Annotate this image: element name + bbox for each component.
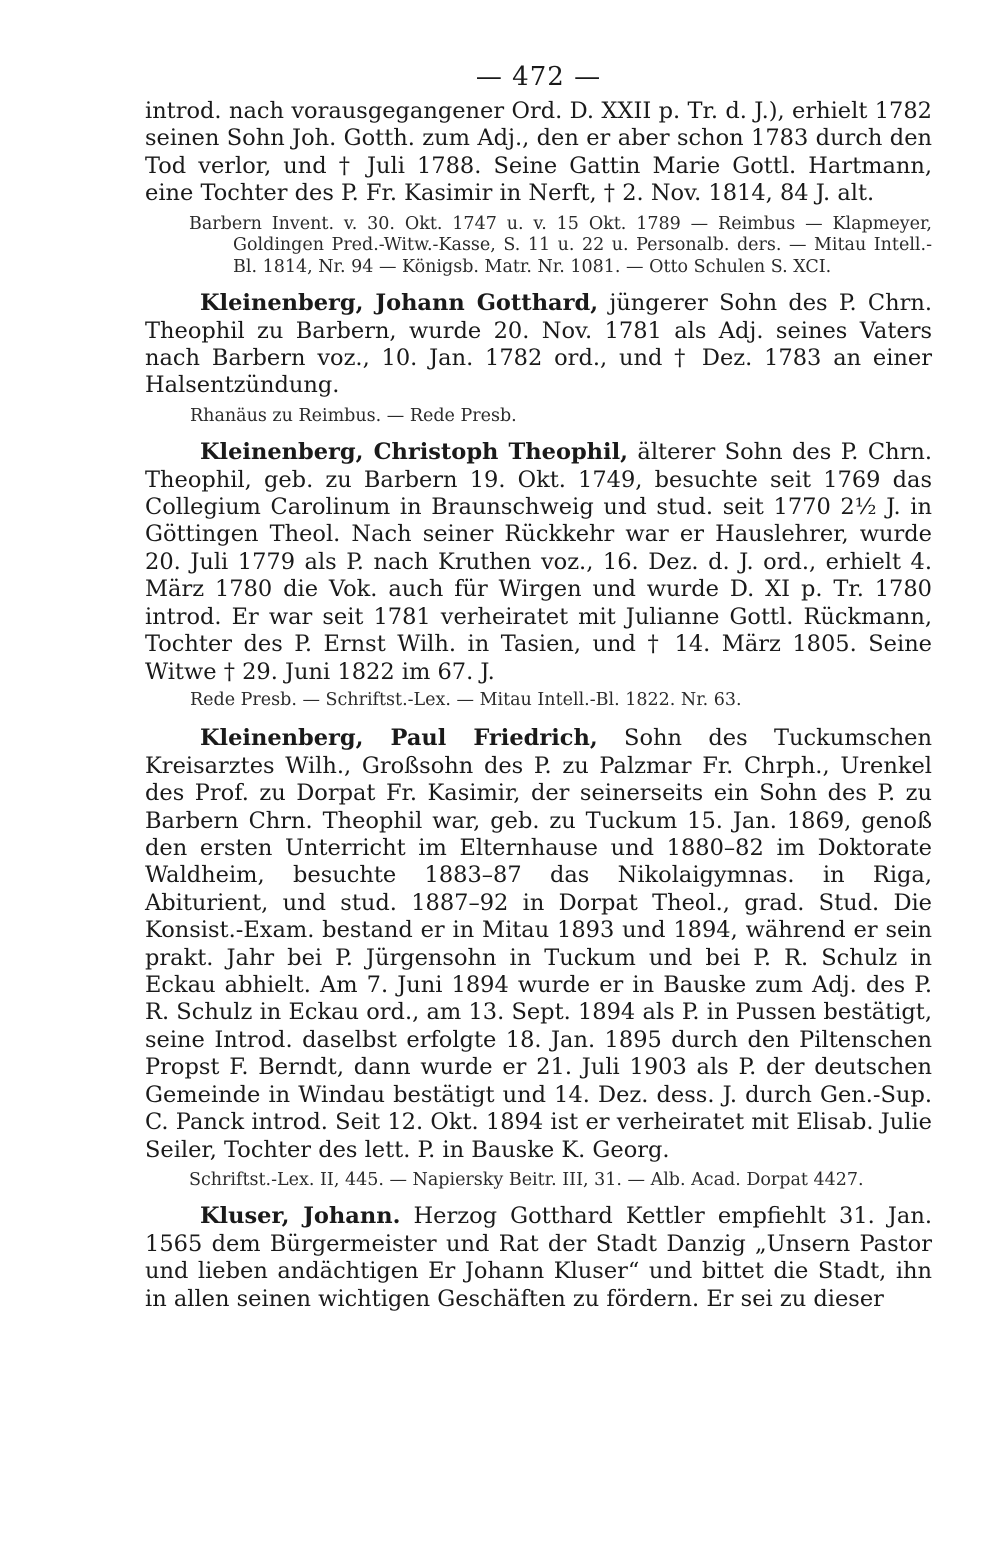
- entry-body: [145, 725, 932, 1164]
- entry-body: [145, 290, 932, 400]
- continued-entry-references: Barbern Invent. v. 30. Okt. 1747 u. v. 15 Okt. 1789 — Reimbus — Klapmeyer, Goldingen Pred.-Witw.-Kasse, S. 11 u. 22 u. Personalb. ders. — Mitau Intell.-Bl. 1814, Nr. 94 — Königsb. Matr. Nr. 1081. — Otto Schulen S. XCI.: [189, 213, 932, 277]
- page-number: — 472 —: [475, 62, 602, 92]
- entry-references: Rhanäus zu Reimbus. — Rede Presb.: [190, 405, 517, 426]
- entry-name: Kluser, Johann.: [200, 1203, 401, 1230]
- entry-name: Kleinenberg, Christoph Theophil,: [200, 439, 628, 466]
- entry-christoph-theophil: [145, 439, 932, 711]
- entry-text: Sohn des Tuckumschen Kreisarztes Wilh., Großsohn des P. zu Palzmar Fr. Chrph., Urenkel des Prof. zu Dorpat Fr. Kasimir, der seinerseits ein Sohn des P. zu Barbern Chrn. Theophil war, geb. zu Tuckum 15. Jan. 1869, genoß den ersten Unterricht im Elternhause und 1880–82 im Doktorate Waldheim, besuchte 1883–87 das Nikolaigymnas. in Riga, Abiturient, und stud. 1887–92 in Dorpat Theol., grad. Stud. Die Konsist.-Exam. bestand er in Mitau 1893 und 1894, während er sein prakt. Jahr bei P. Jürgensohn in Tuckum und bei P. R. Schulz in Eckau abhielt. Am 7. Juni 1894 wurde er in Bauske zum Adj. des P. R. Schulz in Eckau ord., am 13. Sept. 1894 als P. in Pussen bestätigt, seine Introd. daselbst erfolgte 18. Jan. 1895 durch den Piltenschen Propst F. Berndt, dann wurde er 21. Juli 1903 als P. der deutschen Gemeinde in Windau bestätigt und 14. Dez. dess. J. durch Gen.-Sup. C. Panck introd. Seit 12. Okt. 1894 ist er verheiratet mit Elisab. Julie Seiler, Tochter des lett. P. in Bauske K. Georg.: [145, 725, 932, 1163]
- entry-body: [145, 1203, 932, 1313]
- entry-references: Rede Presb. — Schriftst.-Lex. — Mitau Intell.-Bl. 1822. Nr. 63.: [190, 689, 742, 710]
- entry-johann-kluser: [145, 1203, 932, 1313]
- entry-body: [145, 439, 932, 686]
- continued-entry-text: introd. nach vorausgegangener Ord. D. XXII p. Tr. d. J.), erhielt 1782 seinen Sohn Joh. Gotth. zum Adj., den er aber schon 1783 durch den Tod verlor, und † Juli 1788. Seine Gattin Marie Gottl. Hartmann, eine Tochter des P. Fr. Kasimir in Nerft, † 2. Nov. 1814, 84 J. alt.: [145, 98, 932, 207]
- entry-name: Kleinenberg, Johann Gotthard,: [200, 290, 599, 317]
- entry-name: Kleinenberg, Paul Friedrich,: [200, 725, 598, 752]
- entry-text: jüngerer Sohn des P. Chrn. Theophil zu Barbern, wurde 20. Nov. 1781 als Adj. seines Vaters nach Barbern voz., 10. Jan. 1782 ord., und † Dez. 1783 an einer Halsentzündung.: [145, 290, 932, 399]
- entry-text: älterer Sohn des P. Chrn. Theophil, geb. zu Barbern 19. Okt. 1749, besuchte seit 1769 das Collegium Carolinum in Braunschweig und stud. seit 1770 2½ J. in Göttingen Theol. Nach seiner Rückkehr war er Hauslehrer, wurde 20. Juli 1779 als P. nach Kruthen voz., 16. Dez. d. J. ord., erhielt 4. März 1780 die Vok. auch für Wirgen und wurde D. XI p. Tr. 1780 introd. Er war seit 1781 verheiratet mit Julianne Gottl. Rückmann, Tochter des P. Ernst Wilh. in Tasien, und † 14. März 1805. Seine Witwe † 29. Juni 1822 im 67. J.: [145, 439, 933, 685]
- entry-text: Herzog Gotthard Kettler empfiehlt 31. Jan. 1565 dem Bürgermeister und Rat der Stadt Danzig „Unsern Pastor und lieben andächtigen Er Johann Kluser“ und bittet die Stadt, ihn in allen seinen wichtigen Geschäften zu fördern. Er sei zu dieser: [145, 1203, 932, 1312]
- entry-paul-friedrich: [145, 725, 932, 1191]
- entry-references: Schriftst.-Lex. II, 445. — Napiersky Beitr. III, 31. — Alb. Acad. Dorpat 4427.: [189, 1169, 864, 1190]
- entry-johann-gotthard: [145, 290, 932, 427]
